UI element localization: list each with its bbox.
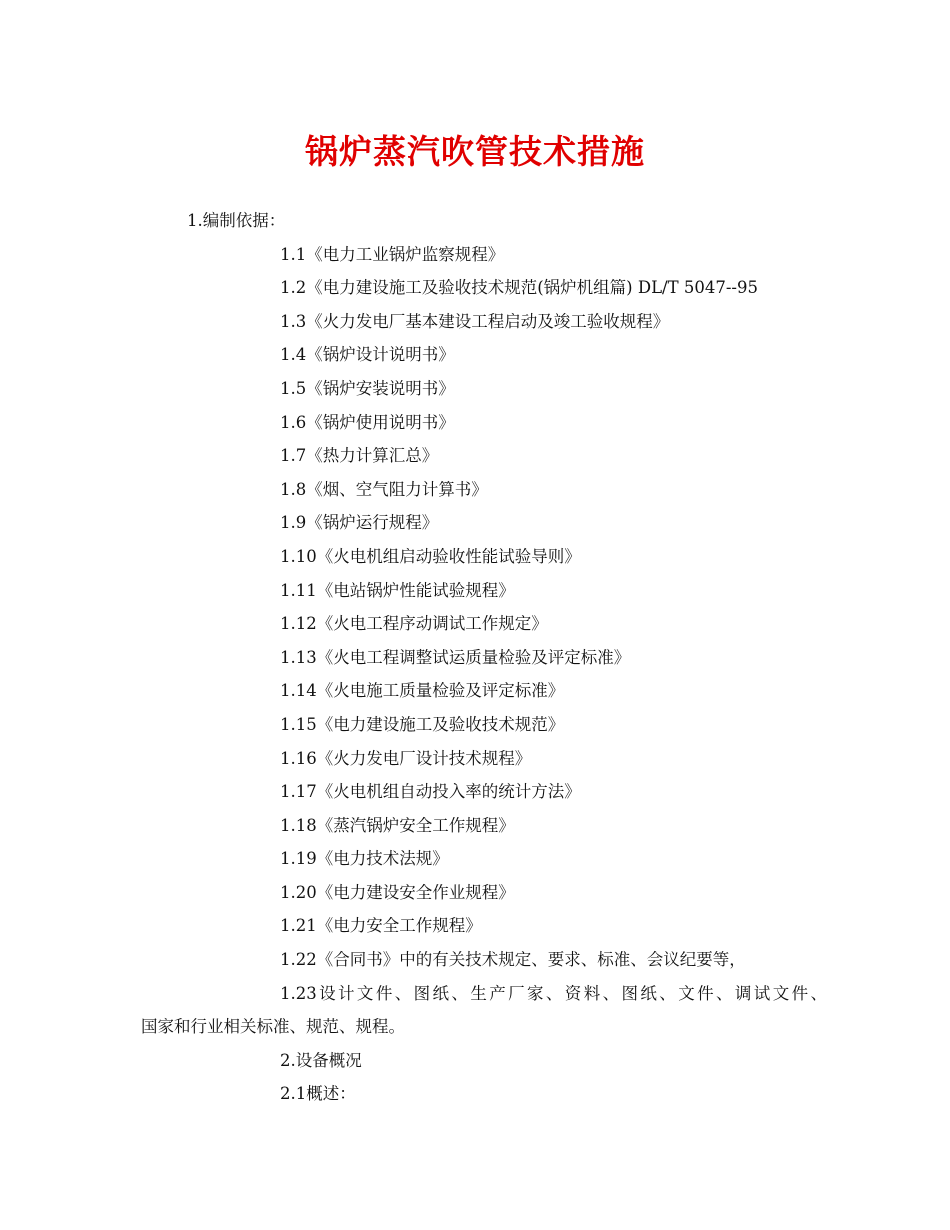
reference-item: 1.13《火电工程调整试运质量检验及评定标准》 — [280, 647, 631, 667]
document-body — [0, 204, 950, 1111]
section-heading: 1.编制依据： — [187, 211, 286, 230]
reference-item: 1.14《火电施工质量检验及评定标准》 — [280, 681, 565, 701]
reference-item: 1.17《火电机组自动投入率的统计方法》 — [280, 782, 581, 802]
reference-item: 1.3《火力发电厂基本建设工程启动及竣工验收规程》 — [280, 311, 670, 331]
section-heading: 2.设备概况 — [280, 1050, 362, 1070]
reference-item: 1.23设计文件、图纸、生产厂家、资料、图纸、文件、调试文件、 — [280, 983, 827, 1003]
reference-item: 1.9《锅炉运行规程》 — [280, 513, 439, 533]
reference-item: 1.4《锅炉设计说明书》 — [280, 345, 455, 365]
reference-item: 1.16《火力发电厂设计技术规程》 — [280, 748, 532, 768]
reference-item: 1.10《火电机组启动验收性能试验导则》 — [280, 546, 581, 566]
reference-item: 1.22《合同书》中的有关技术规定、要求、标准、会议纪要等， — [280, 950, 746, 970]
reference-item: 1.1《电力工业锅炉监察规程》 — [280, 244, 505, 264]
reference-item: 1.11《电站锅炉性能试验规程》 — [280, 580, 515, 600]
reference-item: 1.6《锅炉使用说明书》 — [280, 412, 455, 432]
reference-item: 1.7《热力计算汇总》 — [280, 446, 439, 466]
reference-item: 1.15《电力建设施工及验收技术规范》 — [280, 714, 565, 734]
reference-item: 1.20《电力建设安全作业规程》 — [280, 882, 515, 902]
reference-item: 1.18《蒸汽锅炉安全工作规程》 — [280, 815, 515, 835]
subsection-heading: 2.1概述： — [280, 1084, 356, 1104]
reference-item: 1.12《火电工程序动调试工作规定》 — [280, 614, 548, 634]
reference-item: 1.21《电力安全工作规程》 — [280, 916, 482, 936]
reference-item: 1.5《锅炉安装说明书》 — [280, 378, 455, 398]
document-title: 锅炉蒸汽吹管技术措施 — [305, 132, 645, 171]
reference-item: 1.8《烟、空气阻力计算书》 — [280, 479, 488, 499]
reference-item-continuation: 国家和行业相关标准、规范、规程。 — [141, 1017, 405, 1037]
reference-item: 1.19《电力技术法规》 — [280, 849, 449, 869]
reference-item: 1.2《电力建设施工及验收技术规范(锅炉机组篇) DL/T 5047--95 — [280, 278, 758, 298]
